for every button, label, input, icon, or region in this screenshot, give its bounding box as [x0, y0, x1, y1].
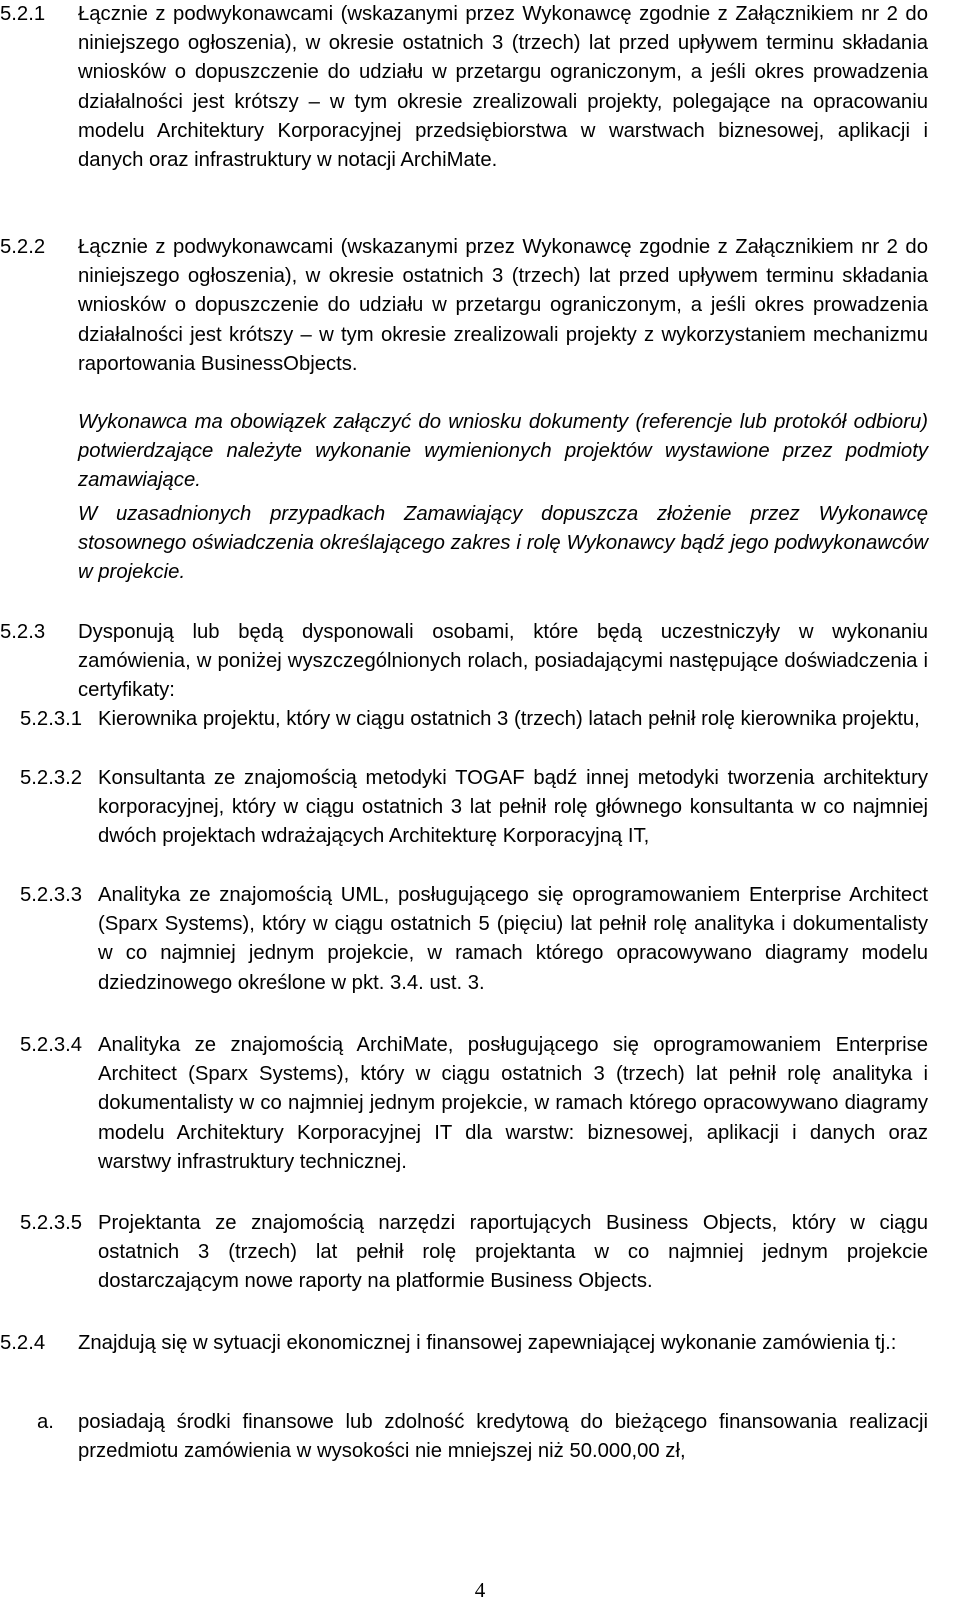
clause-letter: a. [37, 1411, 54, 1433]
clause-text: Kierownika projektu, który w ciągu ostatnich 3 (trzech) latach pełnił rolę kierownika projektu, [98, 708, 920, 730]
clause-5-2-3-3 [20, 881, 928, 998]
clause-number: 5.2.3.4 [20, 1034, 83, 1056]
clause-number: 5.2.3.5 [20, 1212, 83, 1234]
clause-5-2-3-2 [20, 764, 928, 852]
clause-text: posiadają środki finansowe lub zdolność kredytową do bieżącego finansowania realizacji przedmiotu zamówienia w wysokości nie mniejszej niż 50.000,00 zł, [78, 1411, 928, 1463]
clause-a [37, 1408, 928, 1466]
clause-text: Konsultanta ze znajomością metodyki TOGAF bądź innej metodyki tworzenia architektury korporacyjnej, który w ciągu ostatnich 3 lat pełnił rolę głównego konsultanta w co najmniej dwóch projektach wdrażających Architekturę Korporacyjną IT, [98, 767, 928, 848]
clause-number: 5.2.3.3 [20, 884, 83, 906]
clause-number: 5.2.2 [0, 236, 46, 258]
clause-5-2-2 [0, 233, 928, 379]
clause-5-2-3-4 [20, 1031, 928, 1177]
clause-text: Znajdują się w sytuacji ekonomicznej i finansowej zapewniającej wykonanie zamówienia tj.: [78, 1332, 897, 1354]
justified-cases-note: W uzasadnionych przypadkach Zamawiający dopuszcza złożenie przez Wykonawcę stosownego oświadczenia określającego zakres i rolę Wykonawcy bądź jego podwykonawców w projekcie. [78, 503, 928, 584]
clause-text: Dysponują lub będą dysponowali osobami, które będą uczestniczyły w wykonaniu zamówienia, w poniżej wyszczególnionych rolach, posiadającymi następujące doświadczenia i certyfikaty: [78, 621, 928, 702]
clause-5-2-4 [0, 1329, 928, 1358]
clause-5-2-3 [0, 618, 928, 706]
clause-5-2-1 [0, 0, 928, 175]
clause-text: Łącznie z podwykonawcami (wskazanymi przez Wykonawcę zgodnie z Załącznikiem nr 2 do niniejszego ogłoszenia), w okresie ostatnich 3 (trzech) lat przed upływem terminu składania wniosków o dopuszczenie do udziału w przetargu ograniczonym, a jeśli okres prowadzenia działalności jest krótszy – w tym okresie zrealizowali projekty z wykorzystaniem mechanizmu raportowania BusinessObjects. [78, 236, 928, 375]
clause-number: 5.2.3 [0, 621, 46, 643]
page-number: 4 [474, 1578, 486, 1602]
clause-text: Analityka ze znajomością ArchiMate, posługującego się oprogramowaniem Enterprise Architect (Sparx Systems), który w ciągu ostatnich 3 (trzech) lat pełnił rolę analityka i dokumentalisty w co najmniej jednym projekcie, w ramach którego opracowywano diagramy modelu Architektury Korporacyjnej IT dla warstw: biznesowej, aplikacji i danych oraz warstwy infrastruktury technicznej. [98, 1034, 928, 1173]
clause-number: 5.2.4 [0, 1332, 46, 1354]
clause-text: Projektanta ze znajomością narzędzi raportujących Business Objects, który w ciągu ostatnich 3 (trzech) lat pełnił rolę projektanta w co najmniej jednym projekcie dostarczającym nowe raporty na platformie Business Objects. [98, 1212, 928, 1293]
clause-5-2-3-5 [20, 1209, 928, 1297]
clause-number: 5.2.3.2 [20, 767, 83, 789]
clause-text: Analityka ze znajomością UML, posługującego się oprogramowaniem Enterprise Architect (Sparx Systems), który w ciągu ostatnich 5 (pięciu) lat pełnił rolę analityka i dokumentalisty w co najmniej jednym projekcie, w ramach którego opracowywano diagramy modelu dziedzinowego określone w pkt. 3.4. ust. 3. [98, 884, 928, 994]
clause-5-2-3-1 [20, 705, 928, 734]
references-requirement-note: Wykonawca ma obowiązek załączyć do wniosku dokumenty (referencje lub protokół odbioru) potwierdzające należyte wykonanie wymienionych projektów wystawione przez podmioty zamawiające. [78, 411, 928, 492]
clause-number: 5.2.3.1 [20, 708, 83, 730]
clause-number: 5.2.1 [0, 3, 46, 25]
clause-text: Łącznie z podwykonawcami (wskazanymi przez Wykonawcę zgodnie z Załącznikiem nr 2 do niniejszego ogłoszenia), w okresie ostatnich 3 (trzech) lat przed upływem terminu składania wniosków o dopuszczenie do udziału w przetargu ograniczonym, a jeśli okres prowadzenia działalności jest krótszy – w tym okresie zrealizowali projekty, polegające na opracowaniu modelu Architektury Korporacyjnej przedsiębiorstwa w warstwach biznesowej, aplikacji i danych oraz infrastruktury w notacji ArchiMate. [78, 3, 928, 172]
